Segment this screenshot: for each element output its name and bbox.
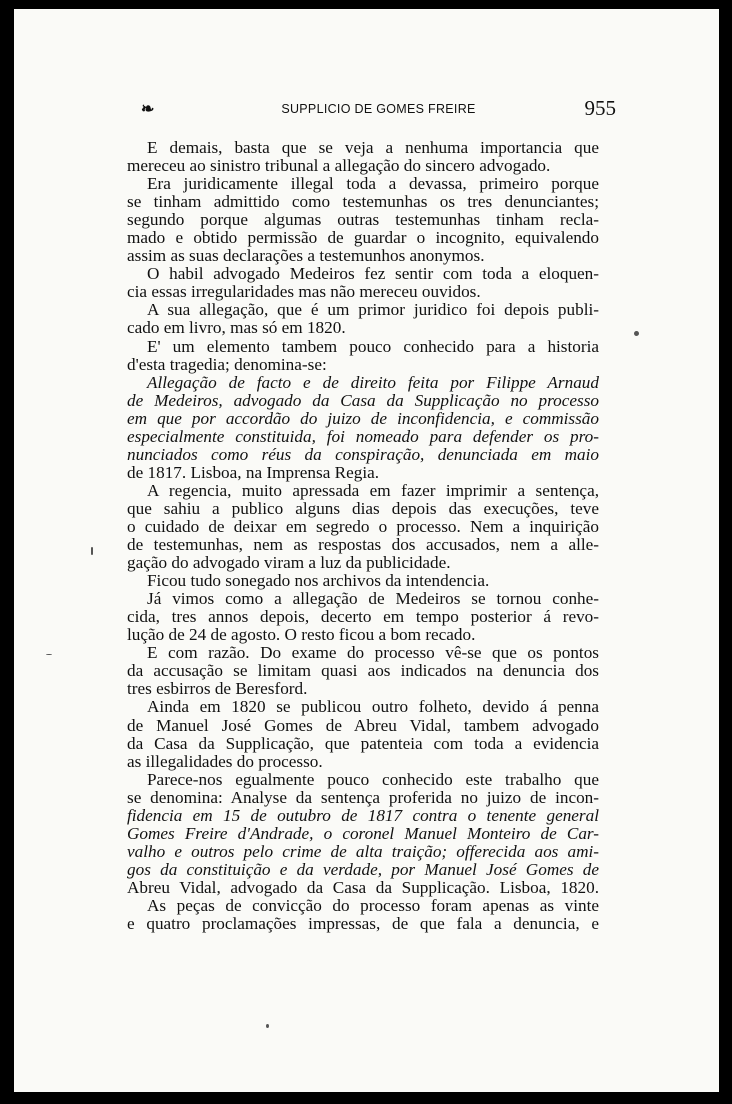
text-line: fidencia em 15 de outubro de 1817 contra o tenente general	[127, 805, 599, 825]
text-line: da Casa da Supplicação, que patenteia com toda a evidencia	[127, 733, 599, 753]
book-page	[14, 9, 719, 1092]
text-line: da accusação se limitam quasi aos indicados na denuncia dos	[127, 661, 599, 681]
text-line: de 1817. Lisboa, na Imprensa Regia.	[127, 462, 380, 482]
text-line: O habil advogado Medeiros fez sentir com toda a eloquen-	[147, 264, 599, 284]
text-line: se tinham admittido como testemunhas os tres denunciantes;	[127, 192, 599, 212]
text-line: Parece-nos egualmente pouco conhecido este trabalho que	[147, 769, 599, 789]
text-line: cado em livro, mas só em 1820.	[127, 318, 346, 338]
text-line: mereceu ao sinistro tribunal a allegação do sincero advogado.	[127, 156, 551, 176]
text-line: d'esta tragedia; denomina-se:	[127, 354, 327, 374]
text-line: segundo porque algumas outras testemunhas tinham recla-	[127, 210, 599, 230]
text-line: mado e obtido permissão de guardar o incognito, equivalendo	[127, 228, 599, 248]
ornament-icon: ❧	[141, 101, 155, 118]
text-line: A regencia, muito apressada em fazer imprimir a sentença,	[147, 480, 599, 500]
text-line: de testemunhas, nem as respostas dos accusados, nem a alle-	[127, 535, 599, 555]
text-line: de Medeiros, advogado da Casa da Supplicação no processo	[127, 390, 599, 410]
text-line: gos da constituição e da verdade, por Manuel José Gomes de	[127, 859, 599, 879]
text-line: Abreu Vidal, advogado da Casa da Supplicação. Lisboa, 1820.	[127, 877, 599, 897]
text-line: Ficou tudo sonegado nos archivos da intendencia.	[147, 571, 490, 591]
running-header	[141, 96, 616, 122]
text-line: Já vimos como a allegação de Medeiros se tornou conhe-	[147, 589, 599, 609]
text-line: Allegação de facto e de direito feita por Filippe Arnaud	[147, 372, 599, 392]
text-line: de Manuel José Gomes de Abreu Vidal, tambem advogado	[127, 715, 599, 735]
text-line: e quatro proclamações impressas, de que fala a denuncia, e	[127, 914, 599, 934]
page-number: 955	[584, 96, 616, 120]
text-line: em que por accordão do juizo de inconfidencia, e commissão	[127, 408, 599, 428]
text-line: Ainda em 1820 se publicou outro folheto, devido á penna	[147, 697, 599, 717]
text-line: As peças de convicção do processo foram apenas as vinte	[147, 895, 599, 915]
text-line: se denomina: Analyse da sentença proferida no juizo de incon-	[127, 787, 599, 807]
text-line: assim as suas declarações a testemunhos anonymos.	[127, 246, 485, 266]
speck	[634, 331, 639, 336]
speck	[266, 1024, 269, 1028]
text-line: E demais, basta que se veja a nenhuma importancia que	[147, 138, 599, 157]
text-line: lução de 24 de agosto. O resto ficou a bom recado.	[127, 625, 476, 645]
text-line: tres esbirros de Beresford.	[127, 679, 308, 699]
text-line: A sua allegação, que é um primor juridico foi depois publi-	[147, 300, 599, 320]
text-line: cia essas irregularidades mas não mereceu ouvidos.	[127, 282, 481, 302]
speck	[46, 654, 52, 655]
text-line: valho e outros pelo crime de alta traição; offerecida aos ami-	[127, 841, 599, 861]
running-title: SUPPLICIO DE GOMES FREIRE	[281, 102, 476, 116]
text-line: cida, tres annos depois, decerto em tempo posterior á revo-	[127, 607, 599, 627]
text-line: Era juridicamente illegal toda a devassa, primeiro porque	[147, 174, 599, 194]
text-line: Gomes Freire d'Andrade, o coronel Manuel Monteiro de Car-	[127, 823, 599, 843]
text-line: as illegalidades do processo.	[127, 751, 323, 771]
text-line: especialmente constituida, foi nomeado para defender os pro-	[127, 426, 599, 446]
text-line: E' um elemento tambem pouco conhecido para a historia	[147, 336, 599, 356]
speck	[91, 547, 93, 555]
body-text	[127, 139, 599, 933]
text-line: E com razão. Do exame do processo vê-se que os pontos	[147, 643, 599, 663]
text-line: que sahiu a publico alguns dias depois das execuções, teve	[127, 498, 599, 518]
text-line: gação do advogado viram a luz da publicidade.	[127, 553, 451, 573]
text-line: o cuidado de deixar em segredo o processo. Nem a inquirição	[127, 516, 599, 536]
text-line: nunciados como réus da conspiração, denunciada em maio	[127, 444, 599, 464]
